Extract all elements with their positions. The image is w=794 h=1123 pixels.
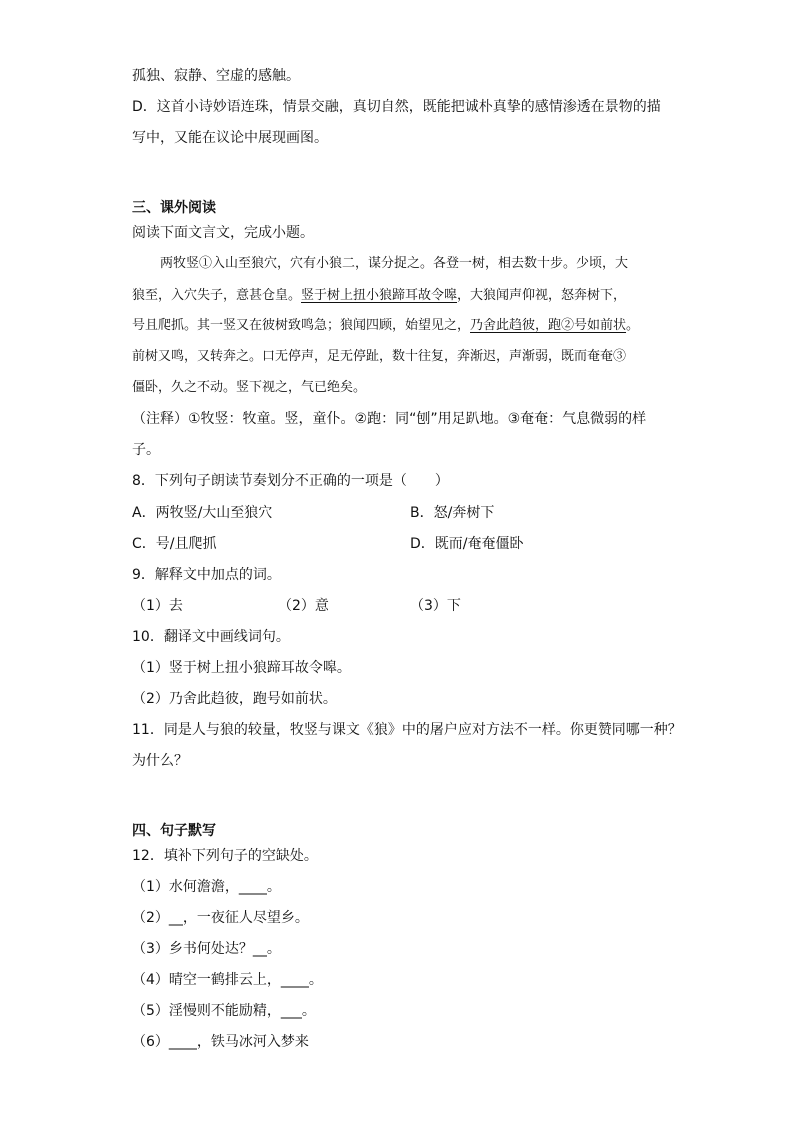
question-10-stem: 10．翻译文中画线词句。	[132, 629, 290, 645]
passage-text: 。	[626, 318, 640, 333]
underlined-sentence-2: 乃舍此趋彼，跑②号如前状	[470, 318, 627, 333]
passage-text: ，大狼闻声仰视，怒奔树下，	[457, 288, 627, 303]
passage-text: 号且爬抓。其一竖又在彼树致鸣急；狼闻四顾，始望见之，	[132, 318, 471, 333]
passage-line-2	[132, 286, 626, 306]
q9-item-3: （3）下	[410, 598, 461, 614]
passage-line-1: 两牧竖①入山至狼穴，穴有小狼二，谋分捉之。各登一树，相去数十步。少顷，大	[160, 256, 629, 271]
question-8-stem: 8．下列句子朗读节奏划分不正确的一项是（ ）	[132, 473, 449, 489]
notes-line-2: 子。	[132, 442, 160, 458]
question-12-stem: 12．填补下列句子的空缺处。	[132, 848, 318, 864]
option-c: C．号/且爬抓	[132, 536, 217, 552]
reading-instruction: 阅读下面文言文，完成小题。	[132, 225, 314, 241]
option-d: D．既而/奄奄僵卧	[410, 536, 524, 552]
passage-line-3	[132, 316, 639, 336]
q9-item-1: （1）去	[132, 598, 183, 614]
q9-item-2: （2）意	[278, 598, 329, 614]
passage-line-4: 前树又鸣，又转奔之。口无停声，足无停趾，数十往复，奔渐迟，声渐弱，既而奄奄③	[132, 349, 627, 364]
section-3-heading: 三、课外阅读	[132, 200, 216, 216]
underlined-sentence-1: 竖于树上扭小狼蹄耳故令嗥	[301, 288, 458, 303]
notes-line-1: （注释）①牧竖：牧童。竖，童仆。②跑：同“刨”用足趴地。③奄奄：气息微弱的样	[132, 411, 647, 427]
fill-blank-item: （1）水何澹澹，____。	[132, 879, 281, 895]
question-8-options-row-2	[132, 534, 632, 554]
question-9-items	[132, 596, 532, 616]
option-c-continuation: 孤独、寂静、空虚的感触。	[132, 68, 300, 84]
q10-item-2: （2）乃舍此趋彼，跑号如前状。	[132, 691, 337, 707]
passage-line-5: 僵卧，久之不动。竖下视之，气已绝矣。	[132, 380, 367, 395]
fill-blank-item: （3）乡书何处达？__。	[132, 941, 281, 957]
q10-item-1: （1）竖于树上扭小狼蹄耳故令嗥。	[132, 660, 351, 676]
fill-blank-item: （6）____，铁马冰河入梦来	[132, 1034, 309, 1050]
question-11-line-2: 为什么？	[132, 753, 188, 769]
question-9-stem: 9．解释文中加点的词。	[132, 567, 281, 583]
fill-blank-item: （4）晴空一鹤排云上，____。	[132, 972, 323, 988]
fill-blank-item: （2）__，一夜征人尽望乡。	[132, 910, 309, 926]
option-b: B．怒/奔树下	[410, 505, 495, 521]
question-8-options-row-1	[132, 503, 632, 523]
option-d-line-2: 写中，又能在议论中展现画图。	[132, 130, 328, 146]
question-11-line-1: 11．同是人与狼的较量，牧竖与课文《狼》中的屠户应对方法不一样。你更赞同哪一种？	[132, 722, 682, 738]
option-d-line-1: D．这首小诗妙语连珠，情景交融，真切自然，既能把诚朴真挚的感情渗透在景物的描	[132, 99, 661, 115]
fill-blank-item: （5）淫慢则不能励精，___。	[132, 1003, 316, 1019]
passage-text: 狼至，入穴失子，意甚仓皇。	[132, 288, 302, 303]
section-4-heading: 四、句子默写	[132, 823, 216, 839]
option-a: A．两牧竖/大山至狼穴	[132, 505, 273, 521]
